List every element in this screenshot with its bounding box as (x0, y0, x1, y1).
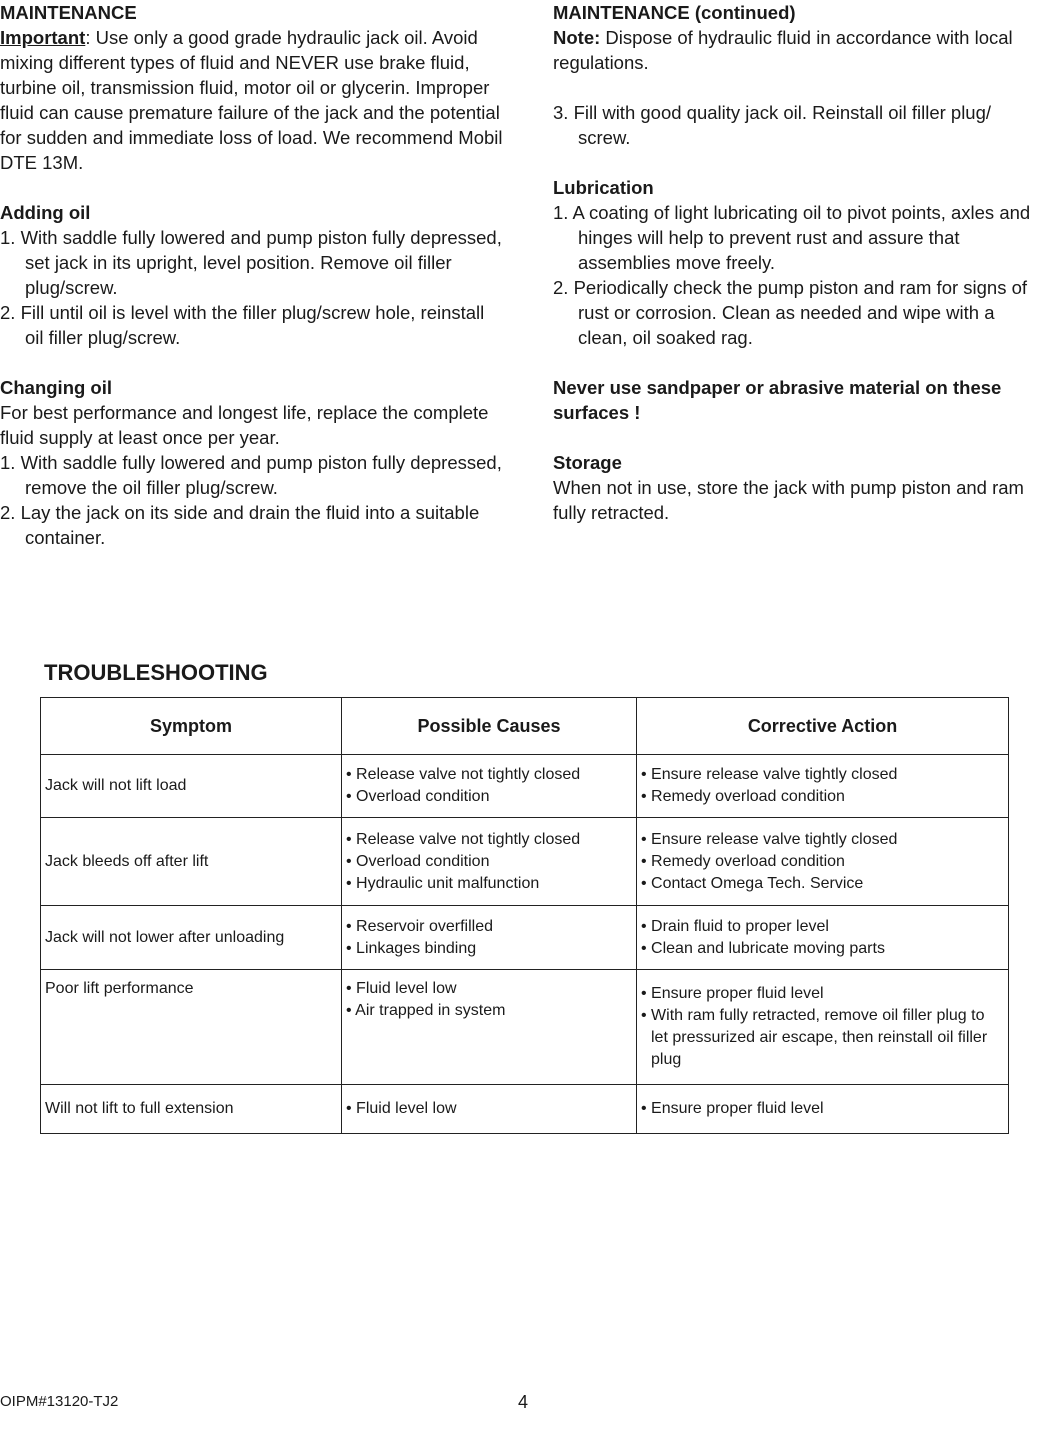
symptom-cell: Jack will not lift load (41, 755, 342, 818)
cause-item: • Release valve not tightly closed (346, 766, 581, 783)
important-label: Important (0, 27, 86, 48)
actions-cell (637, 1085, 1009, 1134)
actions-cell (637, 755, 1009, 818)
maintenance-continued-heading: MAINTENANCE (continued) (553, 2, 796, 23)
action-item: • Drain fluid to proper level (641, 917, 829, 935)
storage-heading: Storage (553, 452, 622, 473)
action-item: • Contact Omega Tech. Service (641, 874, 864, 892)
maintenance-left-column (0, 0, 505, 550)
table-header-row (41, 698, 1009, 755)
actions-cell (637, 818, 1009, 906)
symptom-cell: Poor lift performance (41, 970, 342, 1085)
maintenance-heading: MAINTENANCE (0, 2, 137, 23)
actions-cell (637, 906, 1009, 970)
cause-item: • Fluid level low (346, 980, 457, 997)
action-item: • Remedy overload condition (641, 788, 845, 805)
actions-cell (637, 970, 1009, 1085)
header-symptom: Symptom (41, 698, 342, 755)
action-item: • Ensure proper fluid level (641, 1100, 824, 1117)
causes-cell (342, 818, 637, 906)
adding-oil-heading: Adding oil (0, 202, 91, 223)
adding-oil-step-2: 2. Fill until oil is level with the filler plug/screw hole, reinstall oil filler plug/screw. (0, 302, 485, 348)
fill-step-3: 3. Fill with good quality jack oil. Reinstall oil filler plug/ screw. (553, 102, 992, 148)
page-number: 4 (518, 1392, 529, 1412)
symptom-cell: Will not lift to full extension (41, 1085, 342, 1134)
symptom-cell: Jack will not lower after unloading (41, 906, 342, 970)
causes-cell (342, 906, 637, 970)
causes-cell (342, 970, 637, 1085)
cause-item: • Fluid level low (346, 1100, 457, 1117)
lubrication-heading: Lubrication (553, 177, 654, 198)
table-row (41, 1085, 1009, 1134)
cause-item: • Linkages binding (346, 939, 477, 957)
note-label: Note: (553, 27, 601, 48)
maintenance-right-column (553, 0, 1042, 525)
action-item: • With ram fully retracted, remove oil filler plug to let pressurized air escape, then reinstall oil filler plug (641, 1007, 988, 1068)
causes-cell (342, 755, 637, 818)
cause-item: • Air trapped in system (346, 1002, 506, 1019)
action-item: • Clean and lubricate moving parts (641, 939, 885, 957)
symptom-cell: Jack bleeds off after lift (41, 818, 342, 906)
cause-item: • Hydraulic unit malfunction (346, 874, 540, 892)
adding-oil-step-1: 1. With saddle fully lowered and pump piston fully depressed, set jack in its upright, level position. Remove oil filler plug/screw. (0, 227, 502, 298)
troubleshooting-title: TROUBLESHOOTING (44, 660, 268, 685)
document-code: OIPM#13120-TJ2 (0, 1393, 119, 1410)
header-possible-causes: Possible Causes (342, 698, 637, 755)
changing-oil-intro: For best performance and longest life, replace the complete fluid supply at least once per year. (0, 402, 489, 448)
changing-oil-step-2: 2. Lay the jack on its side and drain the fluid into a suitable container. (0, 502, 480, 548)
action-item: • Remedy overload condition (641, 852, 845, 870)
cause-item: • Release valve not tightly closed (346, 830, 581, 848)
lubrication-step-1: 1. A coating of light lubricating oil to pivot points, axles and hinges will help to prevent rust and assure that assemblies move freely. (553, 202, 1031, 273)
note-paragraph (553, 25, 1042, 75)
table-row (41, 818, 1009, 906)
important-paragraph (0, 25, 505, 175)
table-row (41, 755, 1009, 818)
header-corrective-action: Corrective Action (637, 698, 1009, 755)
abrasive-warning: Never use sandpaper or abrasive material on these surfaces ! (553, 377, 1002, 423)
causes-cell (342, 1085, 637, 1134)
troubleshooting-table (40, 697, 1009, 1134)
cause-item: • Overload condition (346, 788, 490, 805)
action-item: • Ensure proper fluid level (641, 985, 824, 1002)
cause-item: • Overload condition (346, 852, 490, 870)
note-text: Dispose of hydraulic fluid in accordance with local regulations. (553, 27, 1013, 73)
changing-oil-heading: Changing oil (0, 377, 113, 398)
important-text: : Use only a good grade hydraulic jack oil. Avoid mixing different types of fluid and NEVER use brake fluid, turbine oil, transmission fluid, motor oil or glycerin. Improper fluid can cause premature failure of the jack and the potential for sudden and immediate loss of load. We recommend Mobil DTE 13M. (0, 27, 503, 173)
cause-item: • Reservoir overfilled (346, 917, 493, 935)
storage-text: When not in use, store the jack with pump piston and ram fully retracted. (553, 477, 1024, 523)
action-item: • Ensure release valve tightly closed (641, 830, 898, 848)
action-item: • Ensure release valve tightly closed (641, 766, 898, 783)
table-row (41, 906, 1009, 970)
changing-oil-step-1: 1. With saddle fully lowered and pump piston fully depressed, remove the oil filler plug/screw. (0, 452, 502, 498)
lubrication-step-2: 2. Periodically check the pump piston and ram for signs of rust or corrosion. Clean as needed and wipe with a clean, oil soaked rag. (553, 277, 1028, 348)
table-row (41, 970, 1009, 1085)
